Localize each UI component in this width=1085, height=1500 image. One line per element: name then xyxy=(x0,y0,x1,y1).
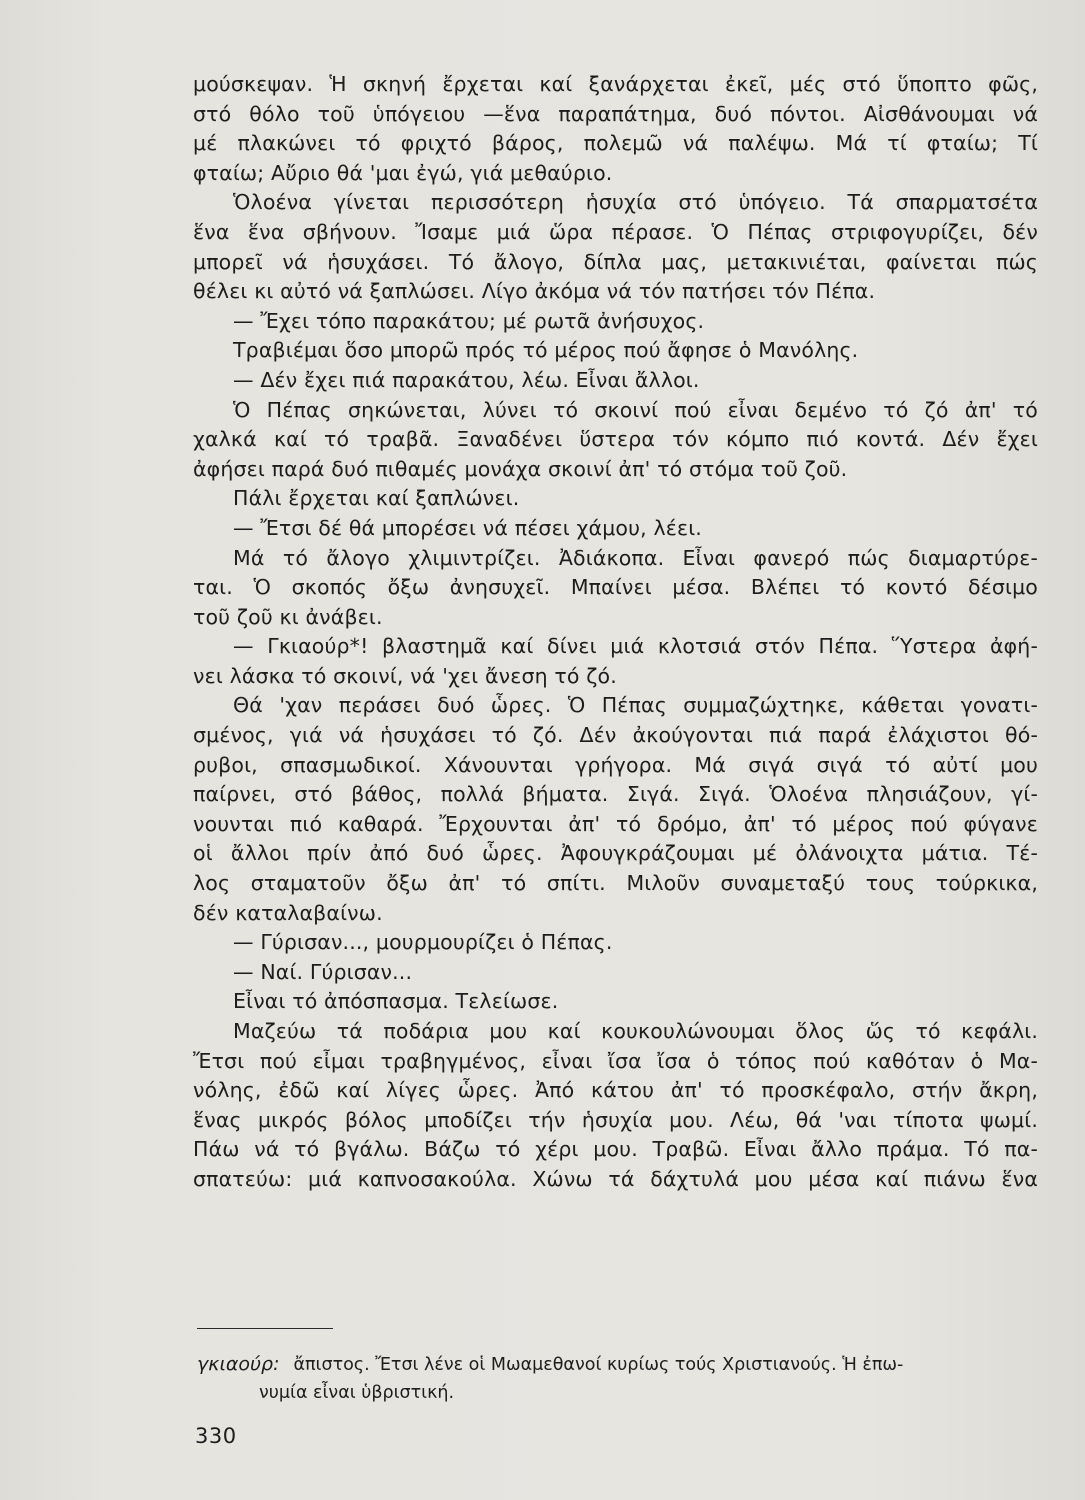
text-line: οἱ ἄλλοι πρίν ἀπό δυό ὧρες. Ἀφουγκράζουμαι μέ ὀλάνοιχτα μάτια. Τέ- xyxy=(193,841,1038,866)
footnote-divider xyxy=(197,1328,333,1329)
text-line: μέ πλακώνει τό φριχτό βάρος, πολεμῶ νά παλέψω. Μά τί φταίω; Τί xyxy=(193,131,1038,156)
text-line: Μαζεύω τά ποδάρια μου καί κουκουλώνουμαι ὅλος ὥς τό κεφάλι. xyxy=(233,1019,1038,1043)
text-line: παίρνει, στό βάθος, πολλά βήματα. Σιγά. Σιγά. Ὁλοένα πλησιάζουν, γί- xyxy=(193,782,1038,807)
footnote-definition: ἄπιστος. Ἔτσι λένε οἱ Μωαμεθανοί κυρίως τούς Χριστιανούς. Ἡ ἐπω- xyxy=(293,1355,904,1375)
page-number: 330 xyxy=(195,1424,237,1448)
text-line: — Γκιαούρ*! βλαστημᾶ καί δίνει μιά κλοτσιά στόν Πέπα. Ὕστερα ἀφή- xyxy=(233,634,1038,659)
text-line: ἀφήσει παρά δυό πιθαμές μονάχα σκοινί ἀπ' τό στόμα τοῦ ζοῦ. xyxy=(193,456,848,481)
text-line: — Δέν ἔχει πιά παρακάτου, λέω. Εἶναι ἄλλοι. xyxy=(233,367,700,392)
text-line: — Γύρισαν..., μουρμουρίζει ὁ Πέπας. xyxy=(233,930,613,955)
text-line: Εἶναι τό ἀπόσπασμα. Τελείωσε. xyxy=(233,989,559,1014)
text-line: Ὁλοένα γίνεται περισσότερη ἡσυχία στό ὑπόγειο. Τά σπαρματσέτα xyxy=(233,190,1038,215)
text-line: φταίω; Αὔριο θά 'μαι ἐγώ, γιά μεθαύριο. xyxy=(193,160,613,185)
text-line: νει λάσκα τό σκοινί, νά 'χει ἄνεση τό ζό. xyxy=(193,663,617,688)
text-line: τοῦ ζοῦ κι ἀνάβει. xyxy=(193,604,383,629)
text-line: θέλει κι αὐτό νά ξαπλώσει. Λίγο ἀκόμα νά τόν πατήσει τόν Πέπα. xyxy=(193,279,876,304)
footnote-term: γκιαούρ: xyxy=(197,1353,280,1375)
text-line: σπατεύω: μιά καπνοσακούλα. Χώνω τά δάχτυλά μου μέσα καί πιάνω ἕνα xyxy=(193,1166,1038,1191)
footnote xyxy=(197,1350,1039,1407)
text-line: Μά τό ἄλογο χλιμιντρίζει. Ἀδιάκοπα. Εἶναι φανερό πώς διαμαρτύρε- xyxy=(233,545,1038,570)
text-line: νόλης, ἐδῶ καί λίγες ὧρες. Ἀπό κάτου ἀπ' τό προσκέφαλο, στήν ἄκρη, xyxy=(193,1078,1038,1103)
text-line: — Ναί. Γύρισαν... xyxy=(233,959,413,984)
text-line: λος σταματοῦν ὄξω ἀπ' τό σπίτι. Μιλοῦν συναμεταξύ τους τούρκικα, xyxy=(193,871,1038,896)
text-line: ρυβοι, σπασμωδικοί. Χάνουνται γρήγορα. Μά σιγά σιγά τό αὐτί μου xyxy=(193,752,1038,777)
text-line: Ἔτσι πού εἶμαι τραβηγμένος, εἶναι ἴσα ἴσα ὁ τόπος πού καθόταν ὁ Μα- xyxy=(193,1048,1038,1073)
text-line: μούσκεψαν. Ἡ σκηνή ἔρχεται καί ξανάρχεται ἐκεῖ, μές στό ὕποπτο φῶς, xyxy=(193,72,1038,96)
text-line: — Ἔτσι δέ θά μπορέσει νά πέσει χάμου, λέει. xyxy=(233,515,702,540)
text-line: Θά 'χαν περάσει δυό ὧρες. Ὁ Πέπας συμμαζώχτηκε, κάθεται γονατι- xyxy=(233,693,1038,718)
text-line: Ὁ Πέπας σηκώνεται, λύνει τό σκοινί πού εἶναι δεμένο τό ζό ἀπ' τό xyxy=(233,397,1038,422)
text-line: σμένος, γιά νά ἡσυχάσει τό ζό. Δέν ἀκούγονται πιά παρά ἐλάχιστοι θό- xyxy=(193,723,1038,748)
text-line: Πάω νά τό βγάλω. Βάζω τό χέρι μου. Τραβῶ. Εἶναι ἄλλο πράμα. Τό πα- xyxy=(193,1137,1038,1162)
text-line: — Ἔχει τόπο παρακάτου; μέ ρωτᾶ ἀνήσυχος. xyxy=(233,308,705,333)
text-line: Τραβιέμαι ὅσο μπορῶ πρός τό μέρος πού ἄφησε ὁ Μανόλης. xyxy=(233,338,859,363)
text-line: Πάλι ἔρχεται καί ξαπλώνει. xyxy=(233,486,520,511)
text-line: νουνται πιό καθαρά. Ἔρχουνται ἀπ' τό δρόμο, ἀπ' τό μέρος πού φύγανε xyxy=(193,811,1038,836)
text-line: στό θόλο τοῦ ὑπόγειου —ἕνα παραπάτημα, δυό πόντοι. Αἰσθάνουμαι νά xyxy=(193,101,1038,126)
body-text xyxy=(193,70,1038,1195)
text-line: μπορεῖ νά ἡσυχάσει. Τό ἄλογο, δίπλα μας, μετακινιέται, φαίνεται πώς xyxy=(193,249,1038,274)
text-line: ἕνας μικρός βόλος μποδίζει τήν ἡσυχία μου. Λέω, θά 'ναι τίποτα ψωμί. xyxy=(193,1107,1038,1132)
footnote-line: νυμία εἶναι ὑβριστική. xyxy=(259,1383,455,1403)
text-line: δέν καταλαβαίνω. xyxy=(193,900,383,925)
text-line: ἕνα ἕνα σβήνουν. Ἴσαμε μιά ὥρα πέρασε. Ὁ Πέπας στριφογυρίζει, δέν xyxy=(193,219,1038,244)
text-line: χαλκά καί τό τραβᾶ. Ξαναδένει ὕστερα τόν κόμπο πιό κοντά. Δέν ἔχει xyxy=(193,427,1038,452)
footnote-line xyxy=(197,1350,1039,1379)
text-line: ται. Ὁ σκοπός ὄξω ἀνησυχεῖ. Μπαίνει μέσα. Βλέπει τό κοντό δέσιμο xyxy=(193,575,1038,600)
